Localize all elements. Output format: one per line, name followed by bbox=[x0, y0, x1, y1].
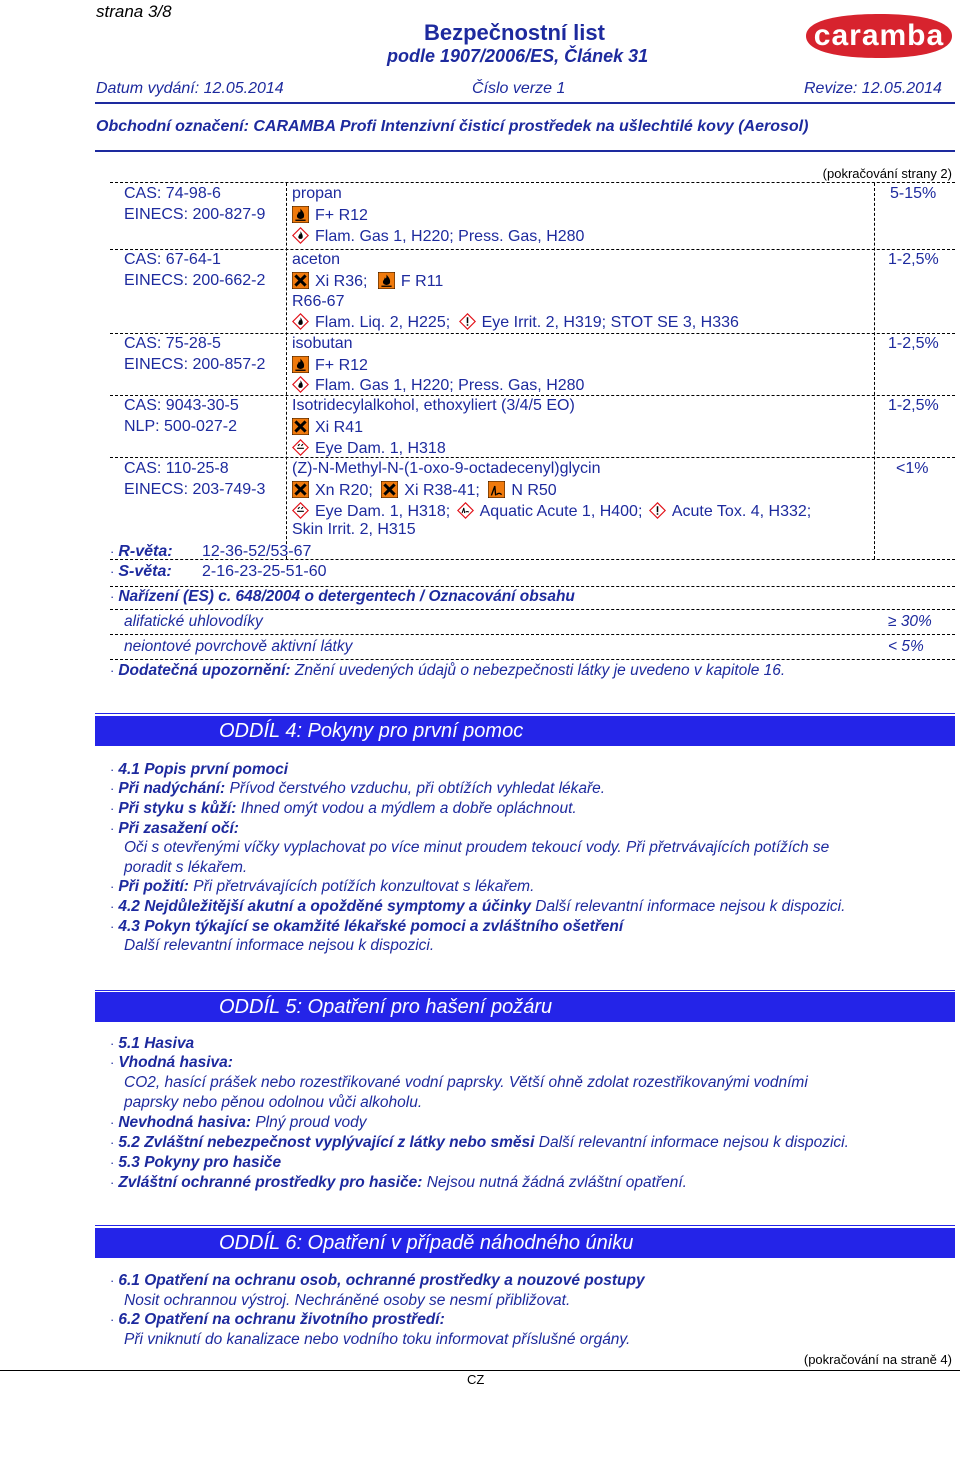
divider bbox=[110, 609, 955, 610]
section-divider bbox=[95, 990, 955, 991]
components-table bbox=[110, 182, 955, 560]
cas-number: CAS: 74-98-6 bbox=[124, 185, 221, 202]
irritant-cross-icon bbox=[292, 418, 309, 435]
row-divider bbox=[110, 249, 955, 250]
ghs-corrosion-icon bbox=[292, 502, 309, 519]
section-4-header bbox=[95, 716, 955, 746]
logo-text: caramba bbox=[813, 19, 945, 52]
classification-clp: Flam. Gas 1, H220; Press. Gas, H280 bbox=[292, 227, 584, 246]
cas-number: CAS: 67-64-1 bbox=[124, 251, 221, 268]
s5-suitable-text: paprsky nebo pěnou odolnou vůči alkoholu. bbox=[124, 1094, 423, 1111]
caramba-logo bbox=[800, 10, 958, 62]
classification-clp: Eye Dam. 1, H318 bbox=[292, 439, 446, 458]
section-4-title: ODDÍL 4: Pokyny pro první pomoc bbox=[219, 720, 524, 742]
s4-ingestion: · Při požití: Při přetrvávajících potížích konzultovat s lékařem. bbox=[110, 878, 535, 895]
ec-number: EINECS: 200-827-9 bbox=[124, 206, 266, 223]
ghs-exclamation-icon bbox=[459, 313, 476, 330]
column-divider bbox=[874, 183, 876, 559]
ghs-exclamation-icon bbox=[649, 502, 666, 519]
s4-inhalation: · Při nadýchání: Přívod čerstvého vzduchu, při obtížích vyhledat lékaře. bbox=[110, 780, 606, 797]
section-5-header bbox=[95, 992, 955, 1022]
classification-clp: Flam. Gas 1, H220; Press. Gas, H280 bbox=[292, 376, 584, 395]
component-name: isobutan bbox=[292, 335, 353, 352]
detergent-row-value: ≥ 30% bbox=[888, 613, 932, 630]
continuation-from: (pokračování strany 2) bbox=[822, 166, 952, 181]
section-5-title: ODDÍL 5: Opatření pro hašení požáru bbox=[219, 996, 553, 1018]
section-divider bbox=[95, 713, 955, 714]
s5-suitable: · Vhodná hasiva: bbox=[110, 1054, 233, 1071]
s4-1: · 4.1 Popis první pomoci bbox=[110, 761, 289, 778]
concentration: 5-15% bbox=[890, 185, 937, 202]
classification-dsd: F+ R12 bbox=[292, 206, 368, 225]
row-divider bbox=[110, 395, 955, 396]
divider bbox=[110, 586, 955, 587]
s4-2: · 4.2 Nejdůležitější akutní a opožděné symptomy a účinky Další relevantní informace nejsou k dispozici. bbox=[110, 898, 846, 915]
risk-phrase: R66-67 bbox=[292, 293, 345, 310]
continuation-to: (pokračování na straně 4) bbox=[803, 1352, 952, 1367]
trade-divider bbox=[95, 150, 955, 152]
column-divider bbox=[286, 183, 288, 559]
section-6-header bbox=[95, 1228, 955, 1258]
ghs-flame-icon bbox=[292, 376, 309, 393]
component-name: propan bbox=[292, 185, 342, 202]
s6-1: · 6.1 Opatření na ochranu osob, ochranné prostředky a nouzové postupy bbox=[110, 1272, 645, 1289]
s5-unsuitable: · Nevhodná hasiva: Plný proud vody bbox=[110, 1114, 367, 1131]
trade-name: Obchodní označení: CARAMBA Profi Intenzivní čisticí prostředek na ušlechtilé kovy (Aerosol) bbox=[96, 118, 809, 135]
document-title: Bezpečnostní list bbox=[424, 20, 605, 45]
s5-equipment: · Zvláštní ochranné prostředky pro hasiče: Nejsou nutná žádná zvláštní opatření. bbox=[110, 1174, 687, 1191]
flame-icon bbox=[378, 272, 395, 289]
irritant-cross-icon bbox=[292, 272, 309, 289]
cas-number: CAS: 9043-30-5 bbox=[124, 397, 239, 414]
s6-1-text: Nosit ochrannou výstroj. Nechráněné osoby se nesmí přibližovat. bbox=[124, 1292, 571, 1309]
s4-eyes: · Při zasažení očí: bbox=[110, 820, 239, 837]
classification-clp: Flam. Liq. 2, H225; Eye Irrit. 2, H319; STOT SE 3, H336 bbox=[292, 313, 739, 332]
s5-suitable-text: CO2, hasící prášek nebo rozestřikované vodní paprsky. Větší ohně zdolat rozestřikovanými vodními bbox=[124, 1074, 808, 1091]
component-name: Isotridecylalkohol, ethoxyliert (3/4/5 EO) bbox=[292, 397, 575, 414]
language-code: CZ bbox=[467, 1372, 485, 1387]
ghs-flame-icon bbox=[292, 313, 309, 330]
s4-skin: · Při styku s kůží: Ihned omýt vodou a mýdlem a dobře opláchnout. bbox=[110, 800, 577, 817]
detergent-row-name: neiontové povrchově aktivní látky bbox=[124, 638, 353, 655]
concentration: 1-2,5% bbox=[888, 397, 939, 414]
header-divider bbox=[95, 102, 955, 104]
classification-clp-continued: Skin Irrit. 2, H315 bbox=[292, 521, 416, 538]
component-name: (Z)-N-Methyl-N-(1-oxo-9-octadecenyl)glycin bbox=[292, 460, 601, 477]
page-number: strana 3/8 bbox=[96, 2, 172, 21]
version-number: Číslo verze 1 bbox=[472, 80, 566, 97]
r-phrases: · R-věta: 12-36-52/53-67 bbox=[110, 543, 312, 560]
s5-3: · 5.3 Pokyny pro hasiče bbox=[110, 1154, 282, 1171]
concentration: 1-2,5% bbox=[888, 251, 939, 268]
classification-clp: Eye Dam. 1, H318; Aquatic Acute 1, H400; Acute Tox. 4, H332; bbox=[292, 502, 811, 521]
environment-icon bbox=[488, 481, 505, 498]
regulation-label: · Nařízení (ES) c. 648/2004 o detergentech / Oznacování obsahu bbox=[110, 588, 575, 605]
classification-dsd: Xn R20; Xi R38-41; N R50 bbox=[292, 481, 557, 500]
cas-number: CAS: 75-28-5 bbox=[124, 335, 221, 352]
s-phrases: · S-věta: 2-16-23-25-51-60 bbox=[110, 563, 327, 580]
footer-divider bbox=[0, 1370, 960, 1371]
revision-date: Revize: 12.05.2014 bbox=[804, 80, 942, 97]
ec-number: NLP: 500-027-2 bbox=[124, 418, 237, 435]
section-6-title: ODDÍL 6: Opatření v případě náhodného úniku bbox=[219, 1232, 634, 1254]
ghs-flame-icon bbox=[292, 227, 309, 244]
s5-1: · 5.1 Hasiva bbox=[110, 1035, 195, 1052]
ghs-environment-icon bbox=[457, 502, 474, 519]
detergent-row-name: alifatické uhlovodíky bbox=[124, 613, 263, 630]
flame-icon bbox=[292, 356, 309, 373]
row-divider bbox=[110, 333, 955, 334]
ec-number: EINECS: 203-749-3 bbox=[124, 481, 266, 498]
s6-2-text: Při vniknutí do kanalizace nebo vodního toku informovat příslušné orgány. bbox=[124, 1331, 631, 1348]
s4-3-text: Další relevantní informace nejsou k dispozici. bbox=[124, 937, 435, 954]
component-name: aceton bbox=[292, 251, 341, 268]
s4-3: · 4.3 Pokyn týkající se okamžité lékařské pomoci a zvláštního ošetření bbox=[110, 918, 624, 935]
classification-dsd: Xi R41 bbox=[292, 418, 363, 437]
concentration: 1-2,5% bbox=[888, 335, 939, 352]
ec-number: EINECS: 200-662-2 bbox=[124, 272, 266, 289]
s4-eyes-text: Oči s otevřenými víčky vyplachovat po více minut proudem tekoucí vody. Při přetrvávajících potížích se bbox=[124, 839, 830, 856]
ghs-corrosion-icon bbox=[292, 439, 309, 456]
additional-note: · Dodatečná upozornění: Znění uvedených údajů o nebezpečnosti látky je uvedeno v kapitole 16. bbox=[110, 662, 786, 679]
divider bbox=[110, 659, 955, 660]
document-subtitle: podle 1907/2006/ES, Článek 31 bbox=[387, 46, 649, 66]
row-divider bbox=[110, 457, 955, 458]
flame-icon bbox=[292, 206, 309, 223]
divider bbox=[110, 634, 955, 635]
s4-eyes-text: poradit s lékařem. bbox=[124, 859, 248, 876]
concentration: <1% bbox=[896, 460, 929, 477]
s6-2: · 6.2 Opatření na ochranu životního prostředí: bbox=[110, 1311, 445, 1328]
irritant-cross-icon bbox=[381, 481, 398, 498]
issue-date: Datum vydání: 12.05.2014 bbox=[96, 80, 284, 97]
section-divider bbox=[95, 1225, 955, 1226]
s5-2: · 5.2 Zvláštní nebezpečnost vyplývající z látky nebo směsi Další relevantní informace nejsou k dispozici. bbox=[110, 1134, 849, 1151]
ec-number: EINECS: 200-857-2 bbox=[124, 356, 266, 373]
cas-number: CAS: 110-25-8 bbox=[124, 460, 229, 477]
harmful-cross-icon bbox=[292, 481, 309, 498]
classification-dsd: F+ R12 bbox=[292, 356, 368, 375]
detergent-row-value: < 5% bbox=[888, 638, 924, 655]
classification-dsd: Xi R36; F R11 bbox=[292, 272, 443, 291]
